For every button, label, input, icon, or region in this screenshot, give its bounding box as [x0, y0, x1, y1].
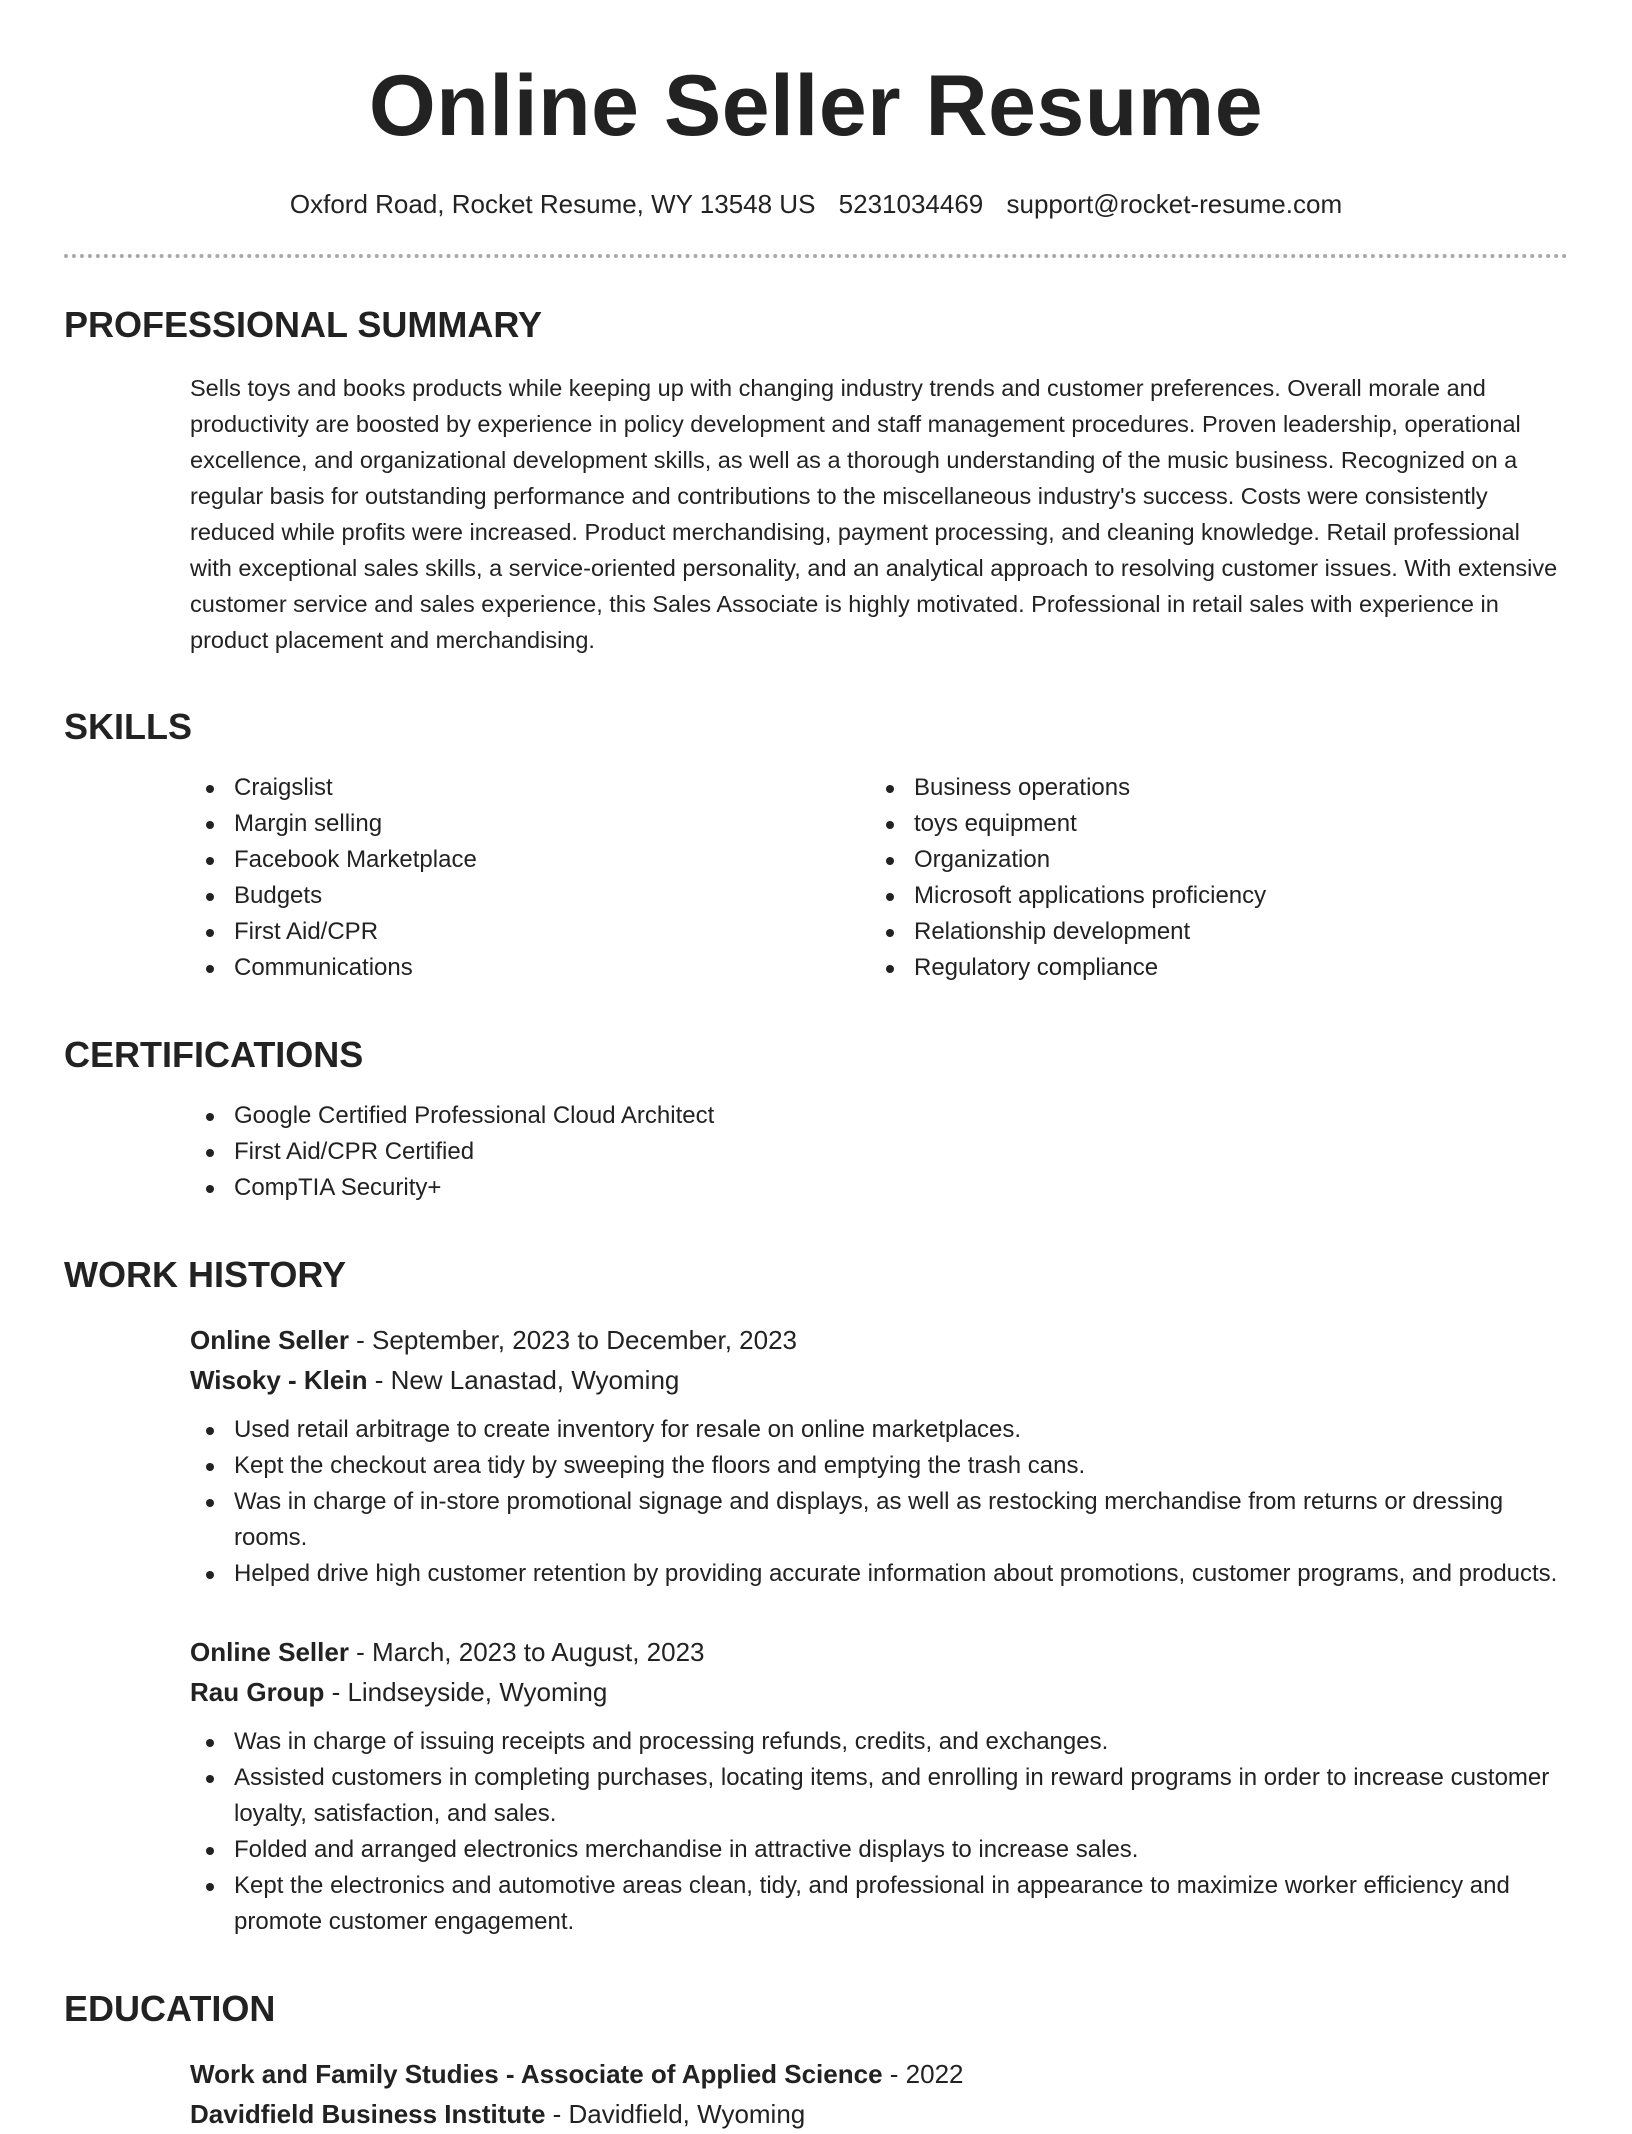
job-duty: Was in charge of issuing receipts and processing refunds, credits, and exchanges.: [190, 1724, 1568, 1760]
contact-email: support@rocket-resume.com: [1006, 189, 1343, 219]
skill-item: First Aid/CPR: [190, 914, 870, 950]
header-divider: [64, 254, 1568, 258]
job-entry: [64, 1632, 1568, 1940]
job-position: Online Seller: [190, 1637, 349, 1667]
education-heading: EDUCATION: [64, 1988, 276, 2029]
skills-heading: SKILLS: [64, 706, 193, 747]
job-duty: Kept the electronics and automotive areas clean, tidy, and professional in appearance to maximize worker efficiency and promote customer engagement.: [190, 1868, 1568, 1940]
job-company-line: [190, 1360, 1568, 1400]
education-year: - 2022: [882, 2059, 964, 2089]
skill-item: Microsoft applications proficiency: [870, 878, 1550, 914]
summary-heading: PROFESSIONAL SUMMARY: [64, 304, 543, 345]
job-title-line: [190, 1320, 1568, 1360]
skill-item: Business operations: [870, 770, 1550, 806]
certification-item: Google Certified Professional Cloud Architect: [190, 1098, 1568, 1134]
skill-item: Regulatory compliance: [870, 950, 1550, 986]
job-dates: - September, 2023 to December, 2023: [348, 1325, 798, 1355]
job-duty: Used retail arbitrage to create inventory for resale on online marketplaces.: [190, 1412, 1568, 1448]
skills-column-left: [190, 770, 870, 986]
job-duties: [190, 1724, 1568, 1940]
work-history-heading: WORK HISTORY: [64, 1254, 347, 1295]
skills-column-right: [870, 770, 1550, 986]
skills-list: [64, 770, 1568, 986]
job-duty: Was in charge of in-store promotional signage and displays, as well as restocking merchandise from returns or dressing rooms.: [190, 1484, 1568, 1556]
education-school: Davidfield Business Institute: [190, 2099, 546, 2129]
job-position: Online Seller: [190, 1325, 349, 1355]
certification-item: First Aid/CPR Certified: [190, 1134, 1568, 1170]
contact-line: [64, 188, 1568, 220]
job-title-line: [190, 1632, 1568, 1672]
job-duty: Kept the checkout area tidy by sweeping the floors and emptying the trash cans.: [190, 1448, 1568, 1484]
education-location: - Davidfield, Wyoming: [545, 2099, 806, 2129]
job-duty: Folded and arranged electronics merchandise in attractive displays to increase sales.: [190, 1832, 1568, 1868]
contact-phone: 5231034469: [838, 189, 984, 219]
skill-item: Relationship development: [870, 914, 1550, 950]
job-duties: [190, 1412, 1568, 1592]
certification-item: CompTIA Security+: [190, 1170, 1568, 1206]
contact-address: Oxford Road, Rocket Resume, WY 13548 US: [289, 189, 816, 219]
certifications-heading: CERTIFICATIONS: [64, 1034, 364, 1075]
education-entry: [64, 2054, 1568, 2134]
job-location: - New Lanastad, Wyoming: [367, 1365, 680, 1395]
education-degree-line: [190, 2054, 1568, 2094]
skill-item: Communications: [190, 950, 870, 986]
job-company: Wisoky - Klein: [190, 1365, 368, 1395]
skill-item: toys equipment: [870, 806, 1550, 842]
skill-item: Organization: [870, 842, 1550, 878]
certifications-list: [64, 1098, 1568, 1206]
job-duty: Helped drive high customer retention by providing accurate information about promotions, customer programs, and products.: [190, 1556, 1568, 1592]
resume-title: Online Seller Resume: [368, 58, 1264, 154]
skill-item: Budgets: [190, 878, 870, 914]
job-company-line: [190, 1672, 1568, 1712]
job-entry: [64, 1320, 1568, 1592]
job-company: Rau Group: [190, 1677, 325, 1707]
summary-text: Sells toys and books products while keeping up with changing industry trends and customer preferences. Overall morale and productivity are boosted by experience in policy development and staff management procedures. Proven leadership, operational excellence, and organizational development skills, as well as a thorough understanding of the music business. Recognized on a regular basis for outstanding performance and contributions to the miscellaneous industry's success. Costs were consistently reduced while profits were increased. Product merchandising, payment processing, and cleaning knowledge. Retail professional with exceptional sales skills, a service-oriented personality, and an analytical approach to resolving customer issues. With extensive customer service and sales experience, this Sales Associate is highly motivated. Professional in retail sales with experience in product placement and merchandising.: [190, 375, 1558, 653]
job-duty: Assisted customers in completing purchases, locating items, and enrolling in reward programs in order to increase customer loyalty, satisfaction, and sales.: [190, 1760, 1568, 1832]
skill-item: Craigslist: [190, 770, 870, 806]
skill-item: Facebook Marketplace: [190, 842, 870, 878]
job-dates: - March, 2023 to August, 2023: [348, 1637, 705, 1667]
education-degree: Work and Family Studies - Associate of Applied Science: [190, 2059, 883, 2089]
job-location: - Lindseyside, Wyoming: [324, 1677, 608, 1707]
education-school-line: [190, 2094, 1568, 2134]
skill-item: Margin selling: [190, 806, 870, 842]
